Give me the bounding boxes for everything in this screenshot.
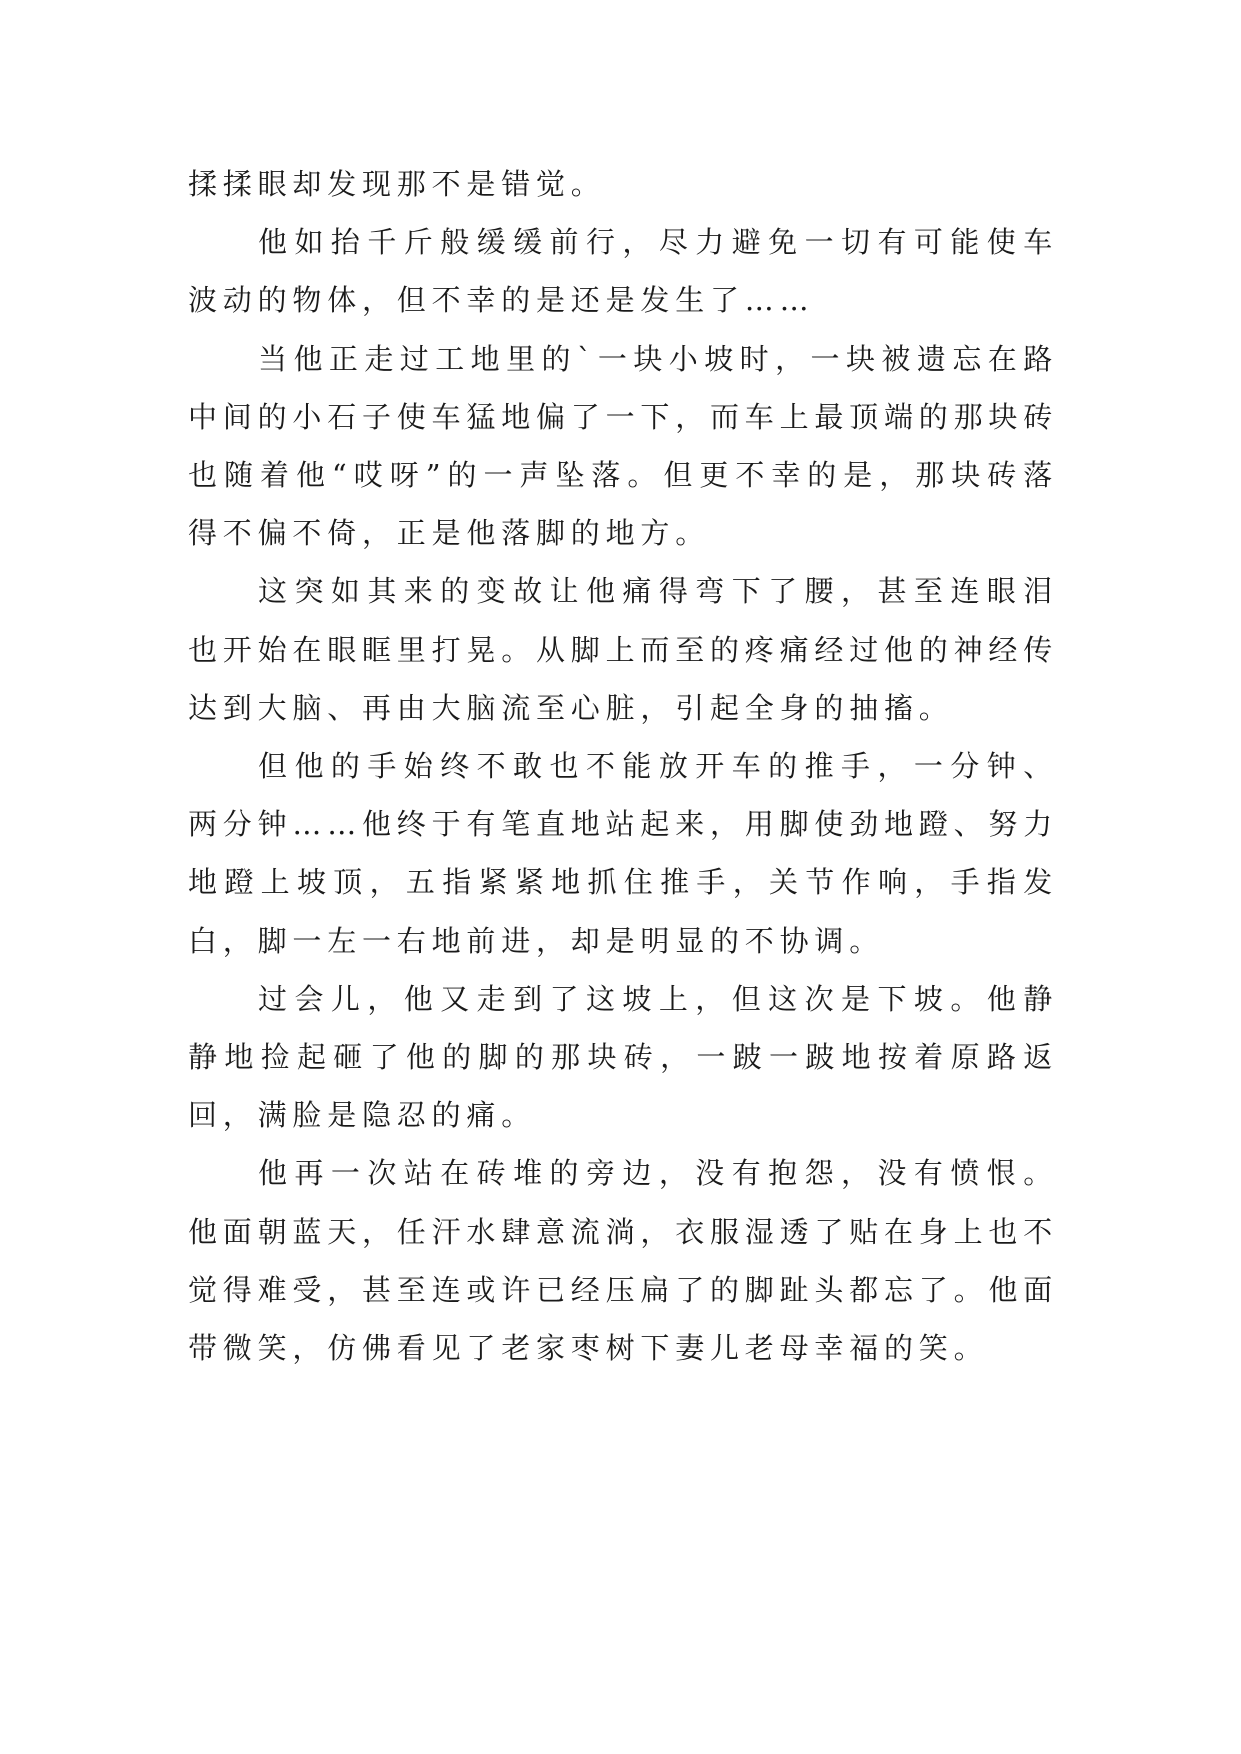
paragraph-3: 当他正走过工地里的`一块小坡时，一块被遗忘在路中间的小石子使车猛地偏了一下，而车上最顶端的那块砖也随着他“哎呀”的一声坠落。但更不幸的是，那块砖落得不偏不倚，正是他落脚的地方。 (188, 341, 1059, 551)
paragraph-6: 过会儿，他又走到了这坡上，但这次是下坡。他静静地捡起砸了他的脚的那块砖，一跛一跛地按着原路返回，满脸是隐忍的痛。 (188, 981, 1058, 1133)
paragraph-5: 但他的手始终不敢也不能放开车的推手，一分钟、两分钟……他终于有笔直地站起来，用脚使劲地蹬、努力地蹬上坡顶，五指紧紧地抓住推手，关节作响，手指发白，脚一左一右地前进，却是明显的不协调。 (188, 749, 1059, 958)
paragraph-2: 他如抬千斤般缓缓前行，尽力避免一切有可能使车波动的物体，但不幸的是还是发生了…… (188, 225, 1058, 318)
document-body (188, 155, 1058, 1377)
paragraph-7: 他再一次站在砖堆的旁边，没有抱怨，没有愤恨。他面朝蓝天，任汗水肆意流淌，衣服湿透了贴在身上也不觉得难受，甚至连或许已经压扁了的脚趾头都忘了。他面带微笑，仿佛看见了老家枣树下妻儿老母幸福的笑。 (188, 1156, 1059, 1366)
paragraph-1: 揉揉眼却发现那不是错觉。 (188, 167, 606, 201)
paragraph-4: 这突如其来的变故让他痛得弯下了腰，甚至连眼泪也开始在眼眶里打晃。从脚上而至的疼痛经过他的神经传达到大脑、再由大脑流至心脏，引起全身的抽搐。 (188, 574, 1059, 725)
